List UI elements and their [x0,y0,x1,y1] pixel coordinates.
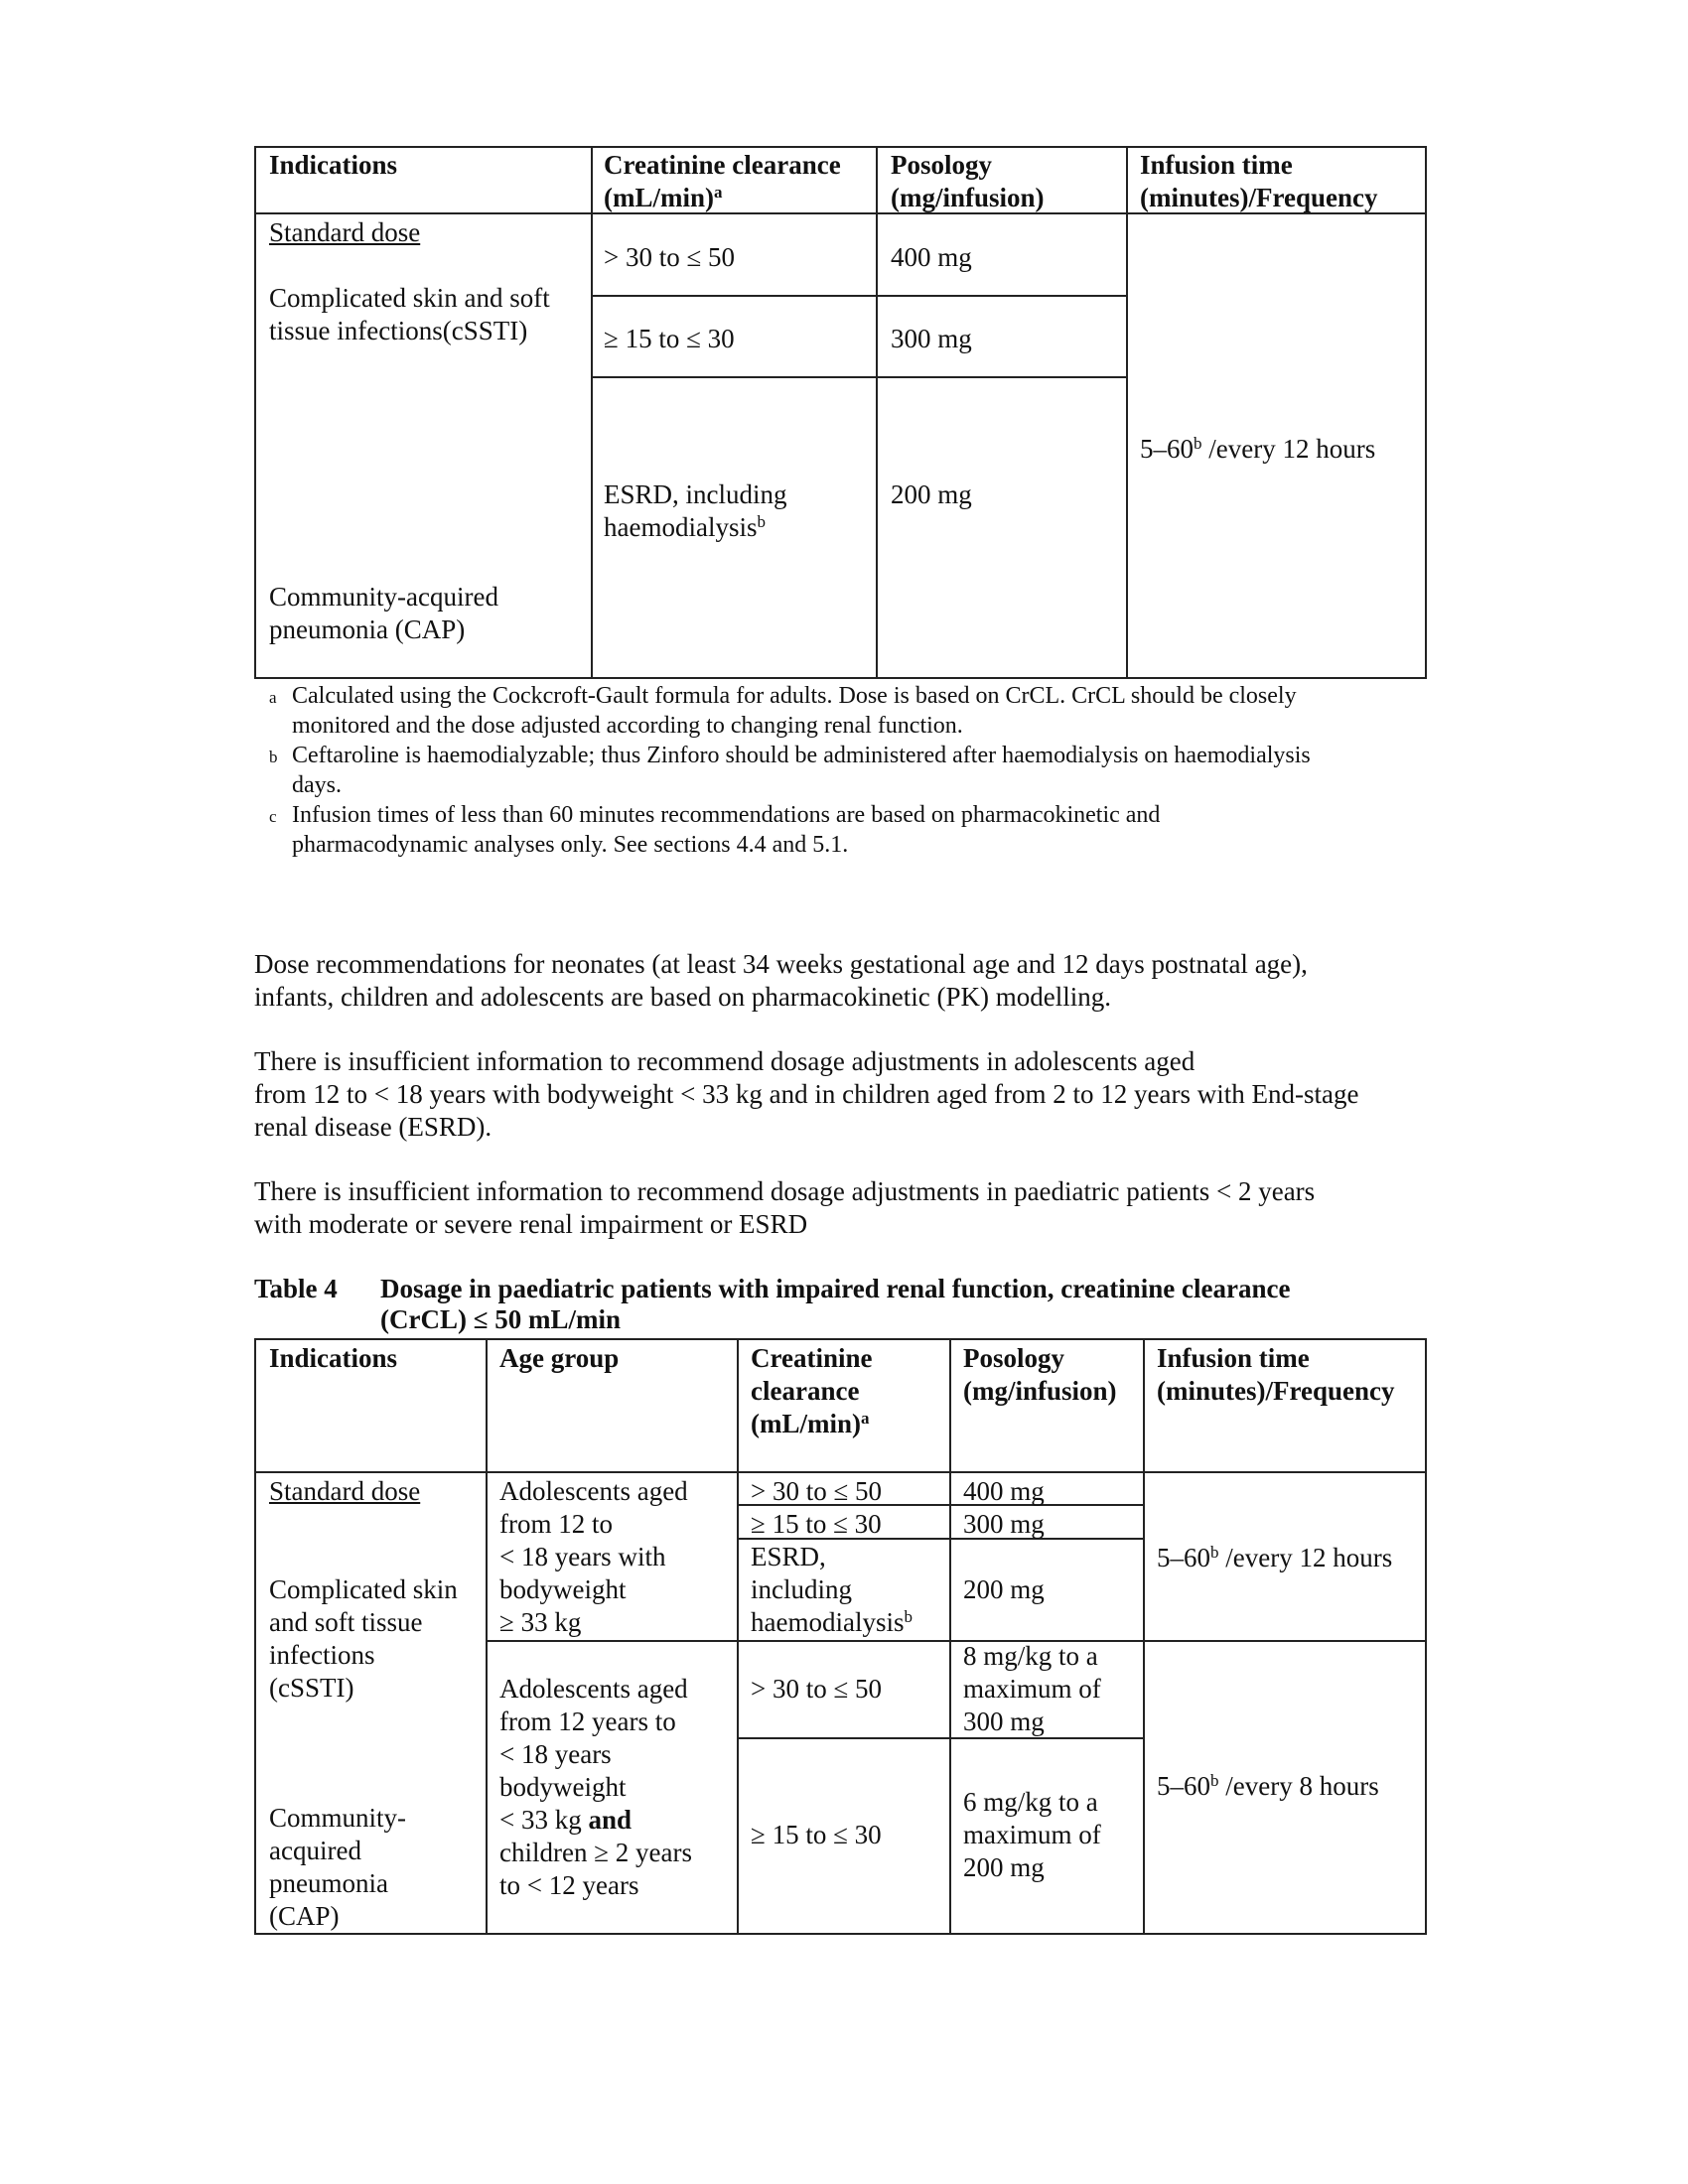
table-border [737,1338,739,1935]
header-crcl: Creatinine clearance $(mL/\min)^a$ [751,1343,873,1438]
header-infusion-time: Infusion time (minutes)/Frequency [1140,150,1378,212]
footnote-mark: b [269,748,278,766]
crcl-cell: ≥ 15 to ≤ 30 [751,1820,882,1849]
table-border [486,1640,1427,1642]
table-border [254,146,256,679]
crcl-cell: ≥ 15 to ≤ 30 [751,1509,882,1539]
table-border [254,1471,1427,1473]
table-border [592,376,1127,378]
age-group-cell: Adolescents aged from 12 years to < 18 years bodyweight < 33 kg and children ≥ 2 years to < 12 years [499,1674,692,1900]
footnote: Infusion times of less than 60 minutes recommendations are based on pharmacokinetic and pharmacodynamic analyses only. See sections 4.4 and 5.1. [292,802,1161,858]
table-border [1143,1338,1145,1935]
header-posology: Posology (mg/infusion) [963,1343,1117,1406]
header-crcl: Creatinine clearance $(mL/\min)^a$ [604,150,841,212]
footnote-mark: c [269,807,277,826]
table-border [1126,146,1128,679]
indication-cap: Community-acquired pneumonia (CAP) [269,582,498,644]
paragraph: Dose recommendations for neonates (at least 34 weeks gestational age and 12 days postnatal age), infants, children and adolescents are based on pharmacokinetic (PK) modelling. [254,949,1308,1012]
table-border [591,146,593,679]
table-caption: Dosage in paediatric patients with impaired renal function, creatinine clearance (CrCL) ≤ 50 mL/min [380,1274,1291,1334]
table-border [254,1338,256,1935]
posology-cell: 400 mg [891,242,972,272]
table-border [254,1338,1427,1340]
age-group-cell: Adolescents aged from 12 to < 18 years with bodyweight ≥ 33 kg [499,1476,688,1637]
table-border [1425,146,1427,679]
table-border [949,1338,951,1935]
infusion-cell: 5–60$^b$ /every 12 hours [1157,1543,1393,1572]
posology-cell: 200 mg [891,479,972,509]
crcl-cell: > 30 to ≤ 50 [604,242,736,272]
header-indications: Indications [269,150,398,180]
table-border [486,1338,488,1935]
table-border [876,146,878,679]
posology-cell: 300 mg [891,324,972,353]
footnote: Calculated using the Cockcroft-Gault formula for adults. Dose is based on CrCL. CrCL should be closely monitored and the dose adjusted according to changing renal function. [292,683,1297,739]
posology-cell: 200 mg [963,1574,1045,1604]
indication-csssti: Complicated skin and soft tissue infections (cSSTI) [269,1574,458,1703]
infusion-cell: 5–60$^b$ /every 8 hours [1157,1771,1379,1801]
crcl-cell: ESRD, including haemodialysis$^b$ [751,1542,913,1637]
header-posology: Posology (mg/infusion) [891,150,1045,212]
header-age-group: Age group [499,1343,620,1373]
posology-cell: 400 mg [963,1476,1045,1506]
footnote-mark: a [269,688,277,707]
indication-cap: Community- acquired pneumonia (CAP) [269,1803,407,1931]
paragraph: There is insufficient information to recommend dosage adjustments in adolescents aged from 12 to < 18 years with bodyweight < 33 kg and in children aged from 2 to 12 years with End-stage renal disease (ESRD). [254,1046,1359,1142]
crcl-cell: ≥ 15 to ≤ 30 [604,324,735,353]
posology-cell: 8 mg/kg to a maximum of 300 mg [963,1641,1101,1736]
crcl-cell: ESRD, including haemodialysis$^b$ [604,479,787,542]
header-indications: Indications [269,1343,398,1373]
indication-csssti: Complicated skin and soft tissue infections(cSSTI) [269,283,550,345]
crcl-cell: > 30 to ≤ 50 [751,1674,883,1704]
table-border [1425,1338,1427,1935]
table-border [254,1933,1427,1935]
header-infusion-time: Infusion time (minutes)/Frequency [1157,1343,1395,1406]
crcl-cell: > 30 to ≤ 50 [751,1476,883,1506]
posology-cell: 300 mg [963,1509,1045,1539]
footnote: Ceftaroline is haemodialyzable; thus Zinforo should be administered after haemodialysis on haemodialysis days. [292,743,1311,798]
indication-standard-dose: Standard dose [269,217,421,247]
table-border [592,295,1127,297]
posology-cell: 6 mg/kg to a maximum of 200 mg [963,1787,1101,1882]
paragraph: There is insufficient information to recommend dosage adjustments in paediatric patients < 2 years with moderate or severe renal impairment or ESRD [254,1176,1316,1239]
table-caption-label: Table 4 [254,1274,338,1303]
infusion-cell: 5–60$^b$ /every 12 hours [1140,434,1376,464]
indication-standard-dose: Standard dose [269,1476,421,1506]
table-border [254,677,1427,679]
table-border [254,146,1427,148]
